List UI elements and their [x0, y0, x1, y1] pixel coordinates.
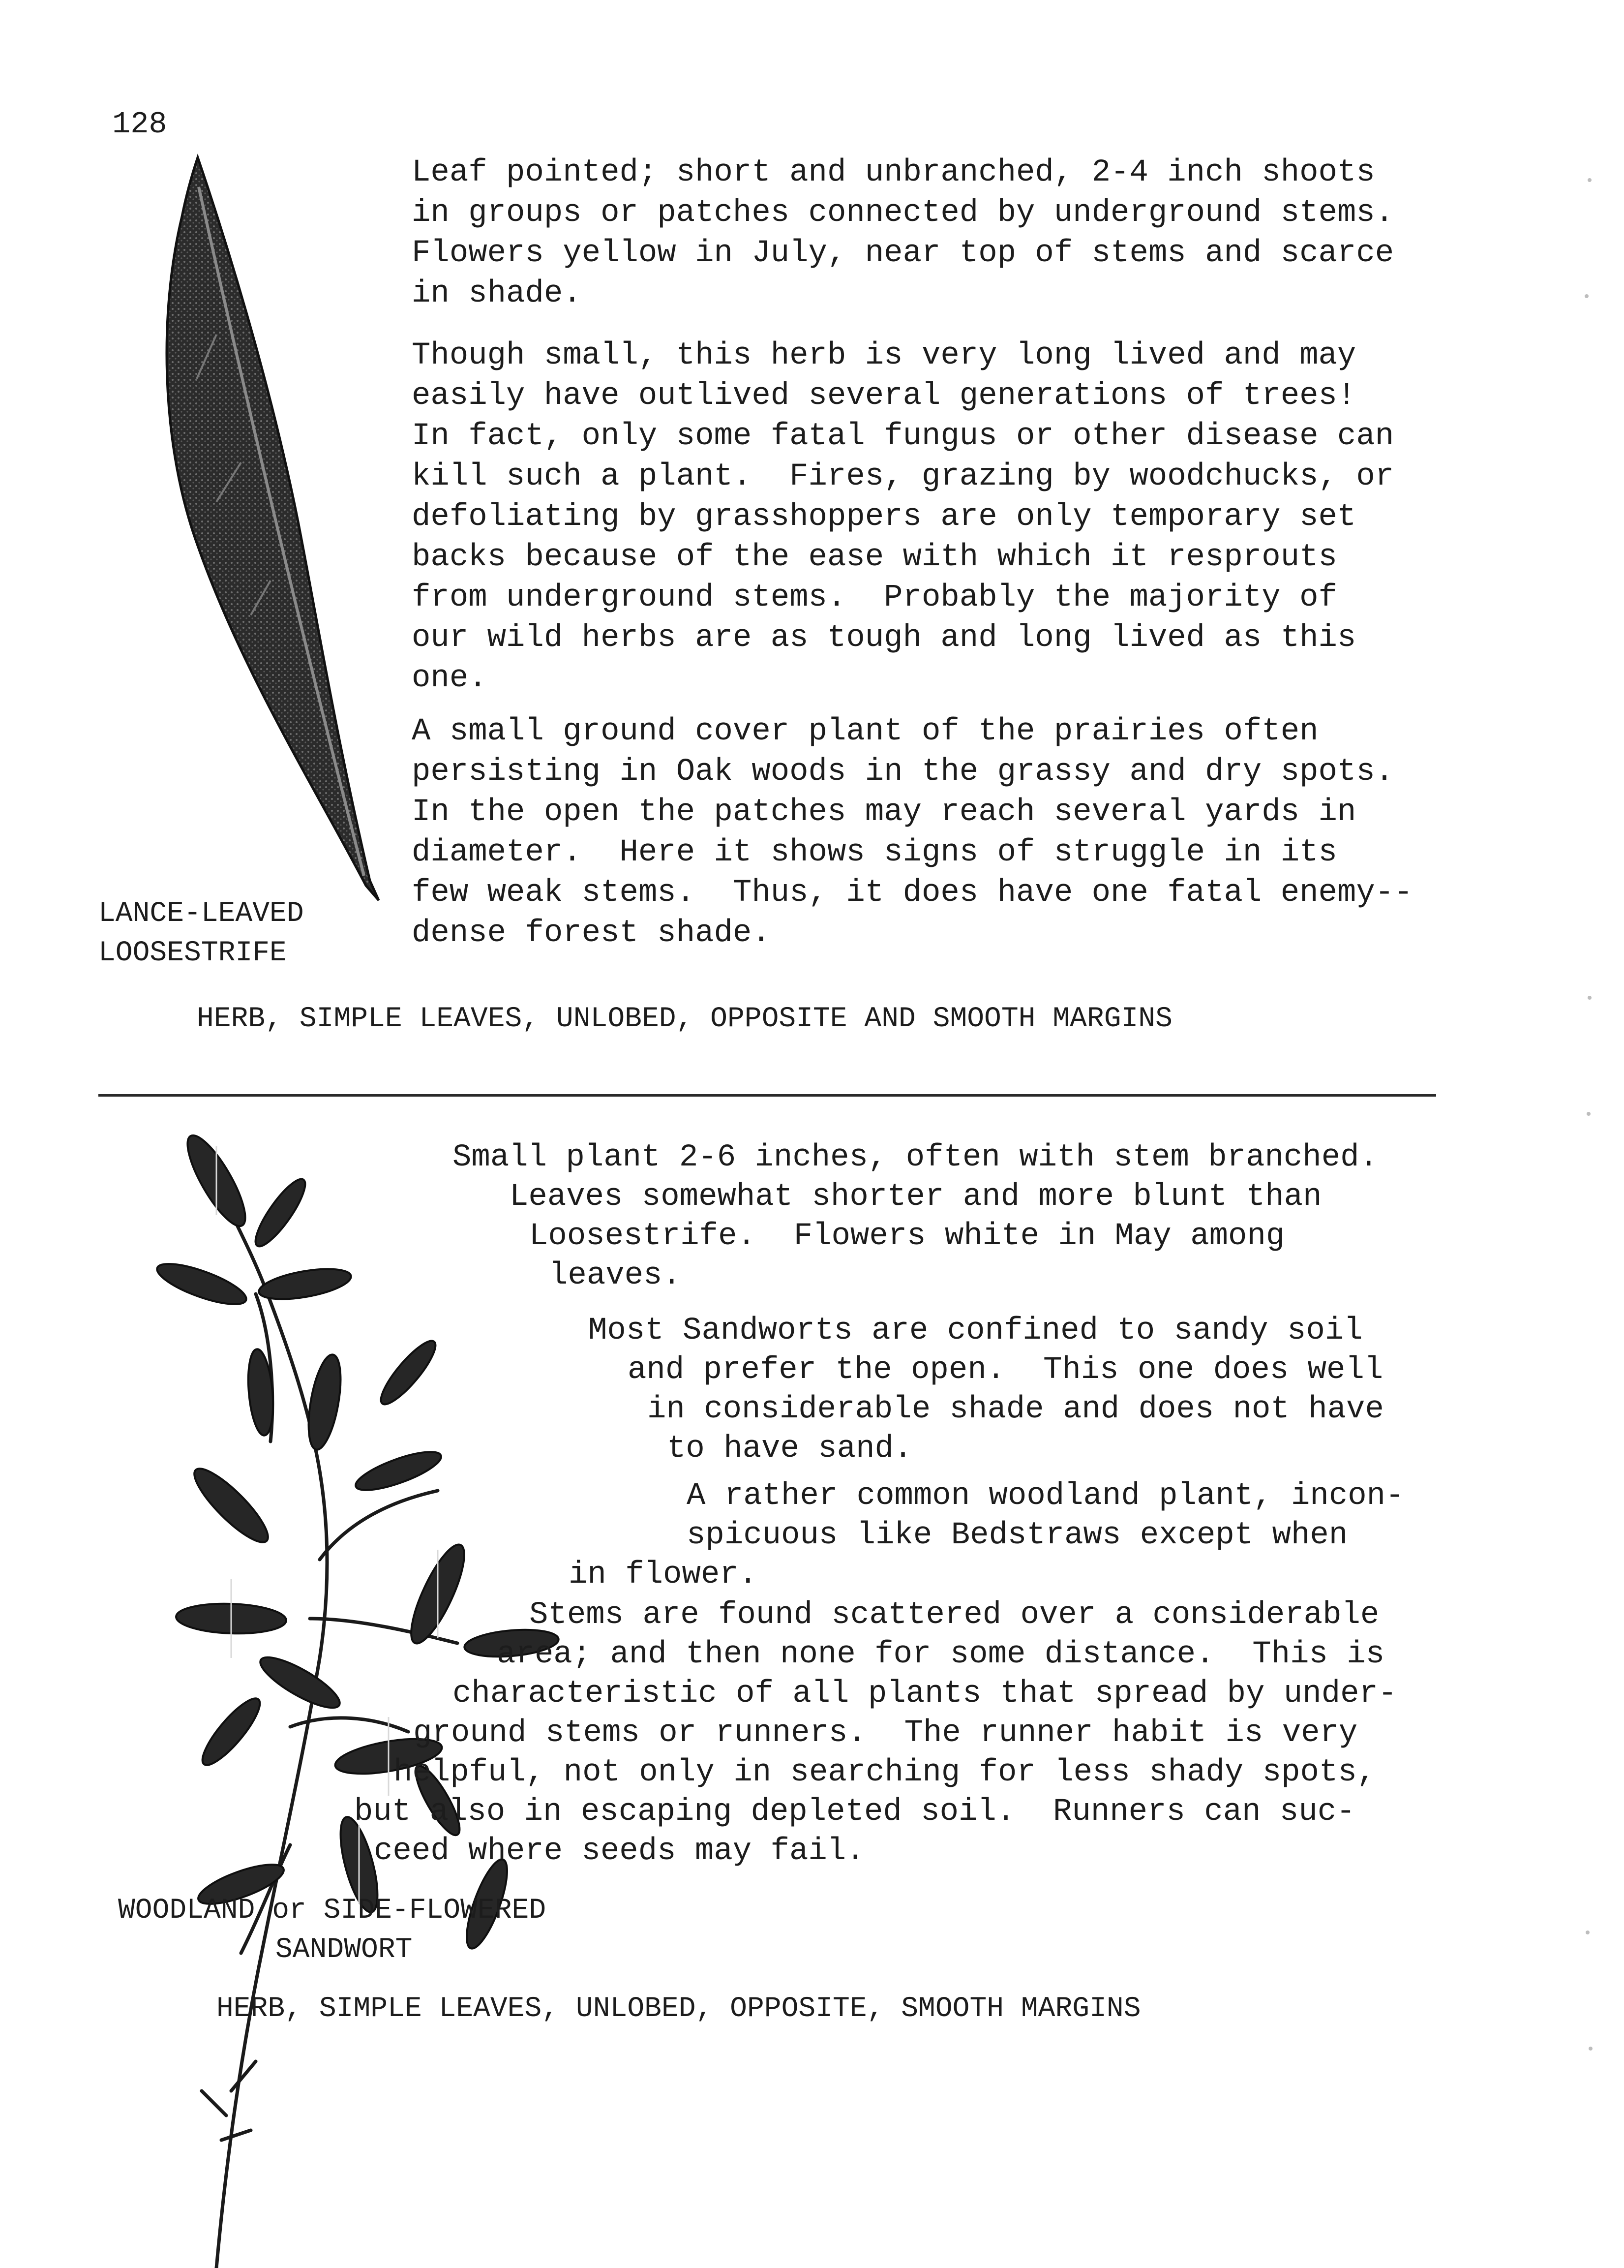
entry2-line10: spicuous like Bedstraws except when	[687, 1518, 1348, 1553]
entry2-line8: to have sand.	[667, 1431, 913, 1467]
entry1-p2-line5: defoliating by grasshoppers are only temporary set	[412, 499, 1356, 535]
entry2-line12: Stems are found scattered over a considerable	[529, 1597, 1380, 1633]
entry2-line1: Small plant 2-6 inches, often with stem branched.	[452, 1140, 1378, 1175]
entry2-line5: Most Sandworts are confined to sandy soil	[588, 1313, 1363, 1349]
entry1-p3-line2: persisting in Oak woods in the grassy and dry spots.	[412, 754, 1394, 790]
entry1-p1-line1: Leaf pointed; short and unbranched, 2-4 inch shoots	[412, 155, 1375, 190]
plant-name-line2: SANDWORT	[275, 1934, 413, 1966]
entry2-line2: Leaves somewhat shorter and more blunt than	[510, 1179, 1322, 1215]
classification-line: HERB, SIMPLE LEAVES, UNLOBED, OPPOSITE, SMOOTH MARGINS	[216, 1993, 1141, 2025]
entry1-p2-line9: one.	[412, 661, 487, 696]
page-number: 128	[112, 107, 167, 142]
scan-speck	[1588, 178, 1592, 182]
entry1-p1-line3: Flowers yellow in July, near top of stems and scarce	[412, 236, 1394, 271]
entry2-line13: area; and then none for some distance. This is	[497, 1637, 1385, 1672]
entry1-p3-line3: In the open the patches may reach several yards in	[412, 795, 1356, 830]
entry1-p2-line6: backs because of the ease with which it resprouts	[412, 540, 1337, 575]
entry2-line3: Loosestrife. Flowers white in May among	[529, 1219, 1285, 1254]
entry1-p1-line2: in groups or patches connected by underground stems.	[412, 195, 1394, 231]
entry2-line6: and prefer the open. This one does well	[628, 1352, 1383, 1388]
plant-name-line1: WOODLAND or SIDE-FLOWERED	[118, 1895, 546, 1927]
entry2-line7: in considerable shade and does not have	[647, 1392, 1384, 1427]
scan-speck	[1586, 1931, 1590, 1934]
entry2-line11: in flower.	[569, 1557, 758, 1593]
entry2-line18: ceed where seeds may fail.	[374, 1834, 865, 1869]
entry2-line9: A rather common woodland plant, incon-	[687, 1478, 1405, 1514]
entry2-line17: but also in escaping depleted soil. Runners can suc-	[354, 1794, 1355, 1830]
scan-speck	[1587, 1112, 1591, 1116]
plant-name-line1: LANCE-LEAVED	[98, 898, 304, 930]
entry1-p3-line1: A small ground cover plant of the prairies often	[412, 714, 1319, 749]
entry1-p3-line5: few weak stems. Thus, it does have one fatal enemy--	[412, 875, 1413, 911]
entry1-p2-line1: Though small, this herb is very long lived and may	[412, 338, 1356, 373]
scan-speck	[1589, 2047, 1593, 2051]
entry1-p2-line8: our wild herbs are as tough and long lived as this	[412, 620, 1356, 656]
entry1-p2-line4: kill such a plant. Fires, grazing by woodchucks, or	[412, 459, 1394, 494]
entry2-line15: ground stems or runners. The runner habit is very	[413, 1716, 1358, 1751]
lance-leaf-print-icon	[148, 148, 384, 915]
plant-name-line2: LOOSESTRIFE	[98, 937, 287, 969]
entry1-p3-line6: dense forest shade.	[412, 916, 771, 951]
entry1-p3-line4: diameter. Here it shows signs of struggle in its	[412, 835, 1337, 870]
classification-line: HERB, SIMPLE LEAVES, UNLOBED, OPPOSITE AND SMOOTH MARGINS	[197, 1003, 1173, 1035]
entry2-line4: leaves.	[549, 1258, 681, 1293]
entry1-p2-line2: easily have outlived several generations of trees!	[412, 378, 1356, 414]
entry1-p2-line7: from underground stems. Probably the majority of	[412, 580, 1337, 615]
entry2-line16: helpful, not only in searching for less shady spots,	[393, 1755, 1376, 1790]
scan-speck	[1585, 294, 1589, 298]
section-divider	[98, 1094, 1436, 1097]
entry1-p2-line3: In fact, only some fatal fungus or other disease can	[412, 419, 1394, 454]
scan-speck	[1588, 996, 1592, 1000]
entry2-line14: characteristic of all plants that spread by under-	[452, 1676, 1397, 1712]
entry1-p1-line4: in shade.	[412, 276, 582, 311]
